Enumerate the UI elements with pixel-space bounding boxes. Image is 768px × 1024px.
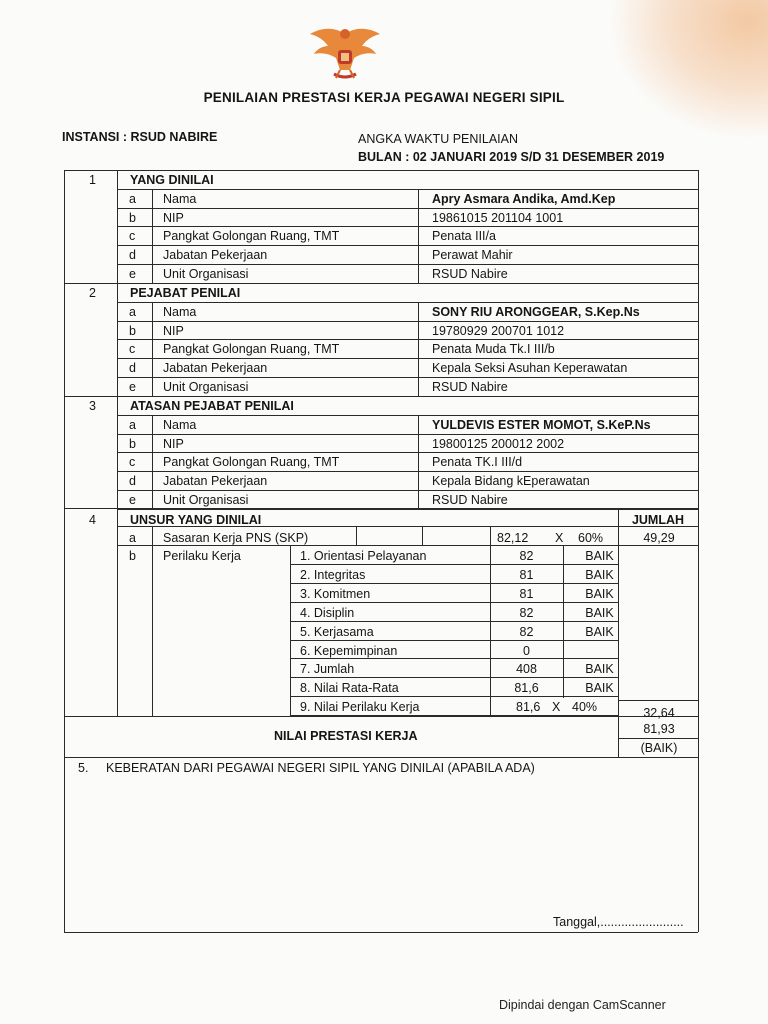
table-rule — [117, 471, 698, 472]
table-rule — [117, 490, 698, 491]
table-rule — [290, 677, 618, 678]
perilaku-item-grade: BAIK — [585, 624, 614, 639]
row-letter: e — [129, 380, 136, 394]
table-rule — [418, 415, 419, 509]
table-rule — [618, 545, 698, 546]
perilaku-item-grade: BAIK — [585, 681, 614, 696]
nilai-perilaku-label: 9. Nilai Perilaku Kerja — [300, 700, 420, 714]
perilaku-item-label: 3. Komitmen — [300, 586, 371, 601]
section-number: 1 — [89, 173, 96, 187]
field-value: RSUD Nabire — [432, 380, 508, 394]
field-value: Kepala Bidang kEperawatan — [432, 474, 590, 489]
table-rule — [418, 189, 419, 283]
field-value: SONY RIU ARONGGEAR, S.Kep.Ns — [432, 304, 640, 319]
nilai-prestasi-value: 81,93 — [643, 722, 675, 736]
field-label: Pangkat Golongan Ruang, TMT — [163, 229, 340, 244]
table-rule — [64, 757, 698, 758]
period-title: ANGKA WAKTU PENILAIAN — [358, 132, 518, 146]
row-letter: d — [129, 361, 136, 376]
table-rule — [117, 545, 618, 546]
field-value: Penata Muda Tk.I III/b — [432, 342, 555, 357]
field-value: YULDEVIS ESTER MOMOT, S.KeP.Ns — [432, 417, 651, 432]
table-rule — [117, 358, 698, 359]
skp-letter: a — [129, 531, 136, 545]
row-letter: d — [129, 248, 136, 263]
perilaku-item-grade: BAIK — [585, 586, 614, 601]
field-value: RSUD Nabire — [432, 267, 508, 281]
field-label: Jabatan Pekerjaan — [163, 361, 268, 376]
row-letter: c — [129, 229, 136, 244]
section-number: 2 — [89, 286, 96, 300]
perilaku-letter: b — [129, 549, 136, 563]
table-rule — [290, 583, 618, 584]
table-rule — [290, 564, 618, 565]
table-rule — [152, 526, 153, 716]
nilai-perilaku-percent: 40% — [572, 700, 598, 714]
field-label: NIP — [163, 210, 184, 225]
table-rule — [152, 415, 153, 509]
perilaku-item-score: 81 — [519, 567, 534, 582]
table-rule — [64, 716, 698, 717]
field-value: RSUD Nabire — [432, 493, 508, 507]
unsur-number: 4 — [89, 513, 96, 527]
row-letter: b — [129, 436, 136, 451]
jumlah-header: JUMLAH — [631, 513, 685, 527]
row-letter: b — [129, 210, 136, 225]
table-rule — [618, 738, 698, 739]
field-label: Pangkat Golongan Ruang, TMT — [163, 342, 340, 357]
tanggal-line: Tanggal,........................ — [553, 915, 684, 929]
instansi-label: INSTANSI : RSUD NABIRE — [62, 130, 218, 144]
nilai-prestasi-grade: (BAIK) — [640, 741, 678, 755]
unsur-title: UNSUR YANG DINILAI — [130, 513, 262, 527]
table-rule — [117, 452, 698, 453]
table-rule — [117, 226, 698, 227]
perilaku-item-label: 6. Kepemimpinan — [300, 643, 398, 658]
section-title: ATASAN PEJABAT PENILAI — [130, 399, 294, 413]
section-number: 3 — [89, 399, 96, 413]
perilaku-item-score: 81,6 — [514, 681, 539, 696]
row-letter: a — [129, 191, 136, 206]
perilaku-item-label: 4. Disiplin — [300, 605, 355, 620]
row-letter: c — [129, 342, 136, 357]
field-label: Jabatan Pekerjaan — [163, 248, 268, 263]
table-rule — [117, 302, 698, 303]
table-rule — [418, 302, 419, 396]
table-rule — [64, 396, 698, 397]
perilaku-item-label: 2. Integritas — [300, 567, 366, 582]
table-rule — [422, 526, 423, 545]
nilai-perilaku-jumlah: 32,64 — [643, 706, 675, 720]
skp-percent: 60% — [578, 531, 604, 545]
row-letter: e — [129, 267, 136, 281]
field-label: NIP — [163, 436, 184, 451]
field-value: Penata III/a — [432, 229, 496, 244]
skp-jumlah: 49,29 — [643, 531, 675, 545]
field-value: 19780929 200701 1012 — [432, 323, 565, 338]
row-letter: c — [129, 455, 136, 470]
skp-multiplier: X — [555, 531, 564, 545]
table-rule — [117, 170, 118, 716]
field-label: Unit Organisasi — [163, 493, 249, 507]
field-label: Nama — [163, 304, 197, 319]
table-rule — [117, 339, 698, 340]
table-rule — [356, 526, 357, 545]
field-label: Nama — [163, 191, 197, 206]
keberatan-text: KEBERATAN DARI PEGAWAI NEGERI SIPIL YANG DINILAI (APABILA ADA) — [106, 761, 535, 775]
table-rule — [64, 170, 698, 171]
table-rule — [64, 170, 65, 932]
table-rule — [117, 377, 698, 378]
perilaku-item-label: 5. Kerjasama — [300, 624, 374, 639]
perilaku-item-score: 81 — [519, 586, 534, 601]
row-letter: a — [129, 417, 136, 432]
perilaku-item-score: 82 — [519, 605, 534, 620]
period-dates: BULAN : 02 JANUARI 2019 S/D 31 DESEMBER 2019 — [358, 150, 665, 164]
table-rule — [117, 264, 698, 265]
perilaku-item-label: 8. Nilai Rata-Rata — [300, 681, 399, 696]
perilaku-item-label: 1. Orientasi Pelayanan — [300, 549, 427, 563]
field-value: 19861015 201104 1001 — [432, 210, 564, 225]
garuda-emblem-icon — [306, 24, 384, 84]
table-rule — [290, 640, 618, 641]
section-title: YANG DINILAI — [130, 173, 214, 187]
field-value: Perawat Mahir — [432, 248, 513, 263]
perilaku-item-score: 0 — [523, 643, 530, 658]
field-label: Jabatan Pekerjaan — [163, 474, 268, 489]
row-letter: e — [129, 493, 136, 507]
table-rule — [64, 283, 698, 284]
nilai-perilaku-value: 81,6 — [516, 700, 541, 714]
table-rule — [117, 434, 698, 435]
field-label: Nama — [163, 417, 197, 432]
perilaku-item-score: 82 — [519, 549, 534, 563]
field-value: Kepala Seksi Asuhan Keperawatan — [432, 361, 628, 376]
field-label: NIP — [163, 323, 184, 338]
table-rule — [117, 415, 698, 416]
document-title: PENILAIAN PRESTASI KERJA PEGAWAI NEGERI SIPIL — [203, 90, 565, 105]
perilaku-item-grade: BAIK — [585, 567, 614, 582]
row-letter: b — [129, 323, 136, 338]
table-rule — [618, 700, 698, 701]
table-rule — [117, 321, 698, 322]
keberatan-number: 5. — [78, 761, 89, 775]
table-rule — [117, 245, 698, 246]
table-rule — [64, 932, 698, 933]
perilaku-item-grade: BAIK — [585, 605, 614, 620]
nilai-prestasi-label: NILAI PRESTASI KERJA — [274, 729, 418, 743]
scanner-watermark: Dipindai dengan CamScanner — [499, 998, 666, 1012]
field-value: Apry Asmara Andika, Amd.Kep — [432, 191, 616, 206]
field-label: Pangkat Golongan Ruang, TMT — [163, 455, 340, 470]
table-rule — [290, 621, 618, 622]
field-value: 19800125 200012 2002 — [432, 436, 565, 451]
perilaku-item-grade: BAIK — [585, 662, 614, 677]
row-letter: a — [129, 304, 136, 319]
row-letter: d — [129, 474, 136, 489]
field-label: Unit Organisasi — [163, 267, 249, 281]
field-label: Unit Organisasi — [163, 380, 249, 394]
table-rule — [290, 696, 618, 697]
skp-label: Sasaran Kerja PNS (SKP) — [163, 531, 309, 545]
table-rule — [698, 170, 699, 932]
paper-stain — [608, 0, 768, 140]
perilaku-item-score: 82 — [519, 624, 534, 639]
section-title: PEJABAT PENILAI — [130, 286, 241, 300]
perilaku-item-grade: BAIK — [585, 549, 614, 563]
table-rule — [117, 189, 698, 190]
table-rule — [290, 602, 618, 603]
perilaku-item-label: 7. Jumlah — [300, 662, 355, 677]
perilaku-item-score: 408 — [516, 662, 537, 677]
table-rule — [152, 189, 153, 283]
field-value: Penata TK.I III/d — [432, 455, 523, 470]
table-rule — [117, 208, 698, 209]
table-rule — [152, 302, 153, 396]
table-rule — [290, 658, 618, 659]
table-rule — [290, 545, 291, 716]
nilai-perilaku-multiplier: X — [552, 700, 561, 714]
skp-value: 82,12 — [497, 531, 529, 545]
perilaku-label: Perilaku Kerja — [163, 549, 241, 563]
table-rule — [64, 508, 698, 509]
